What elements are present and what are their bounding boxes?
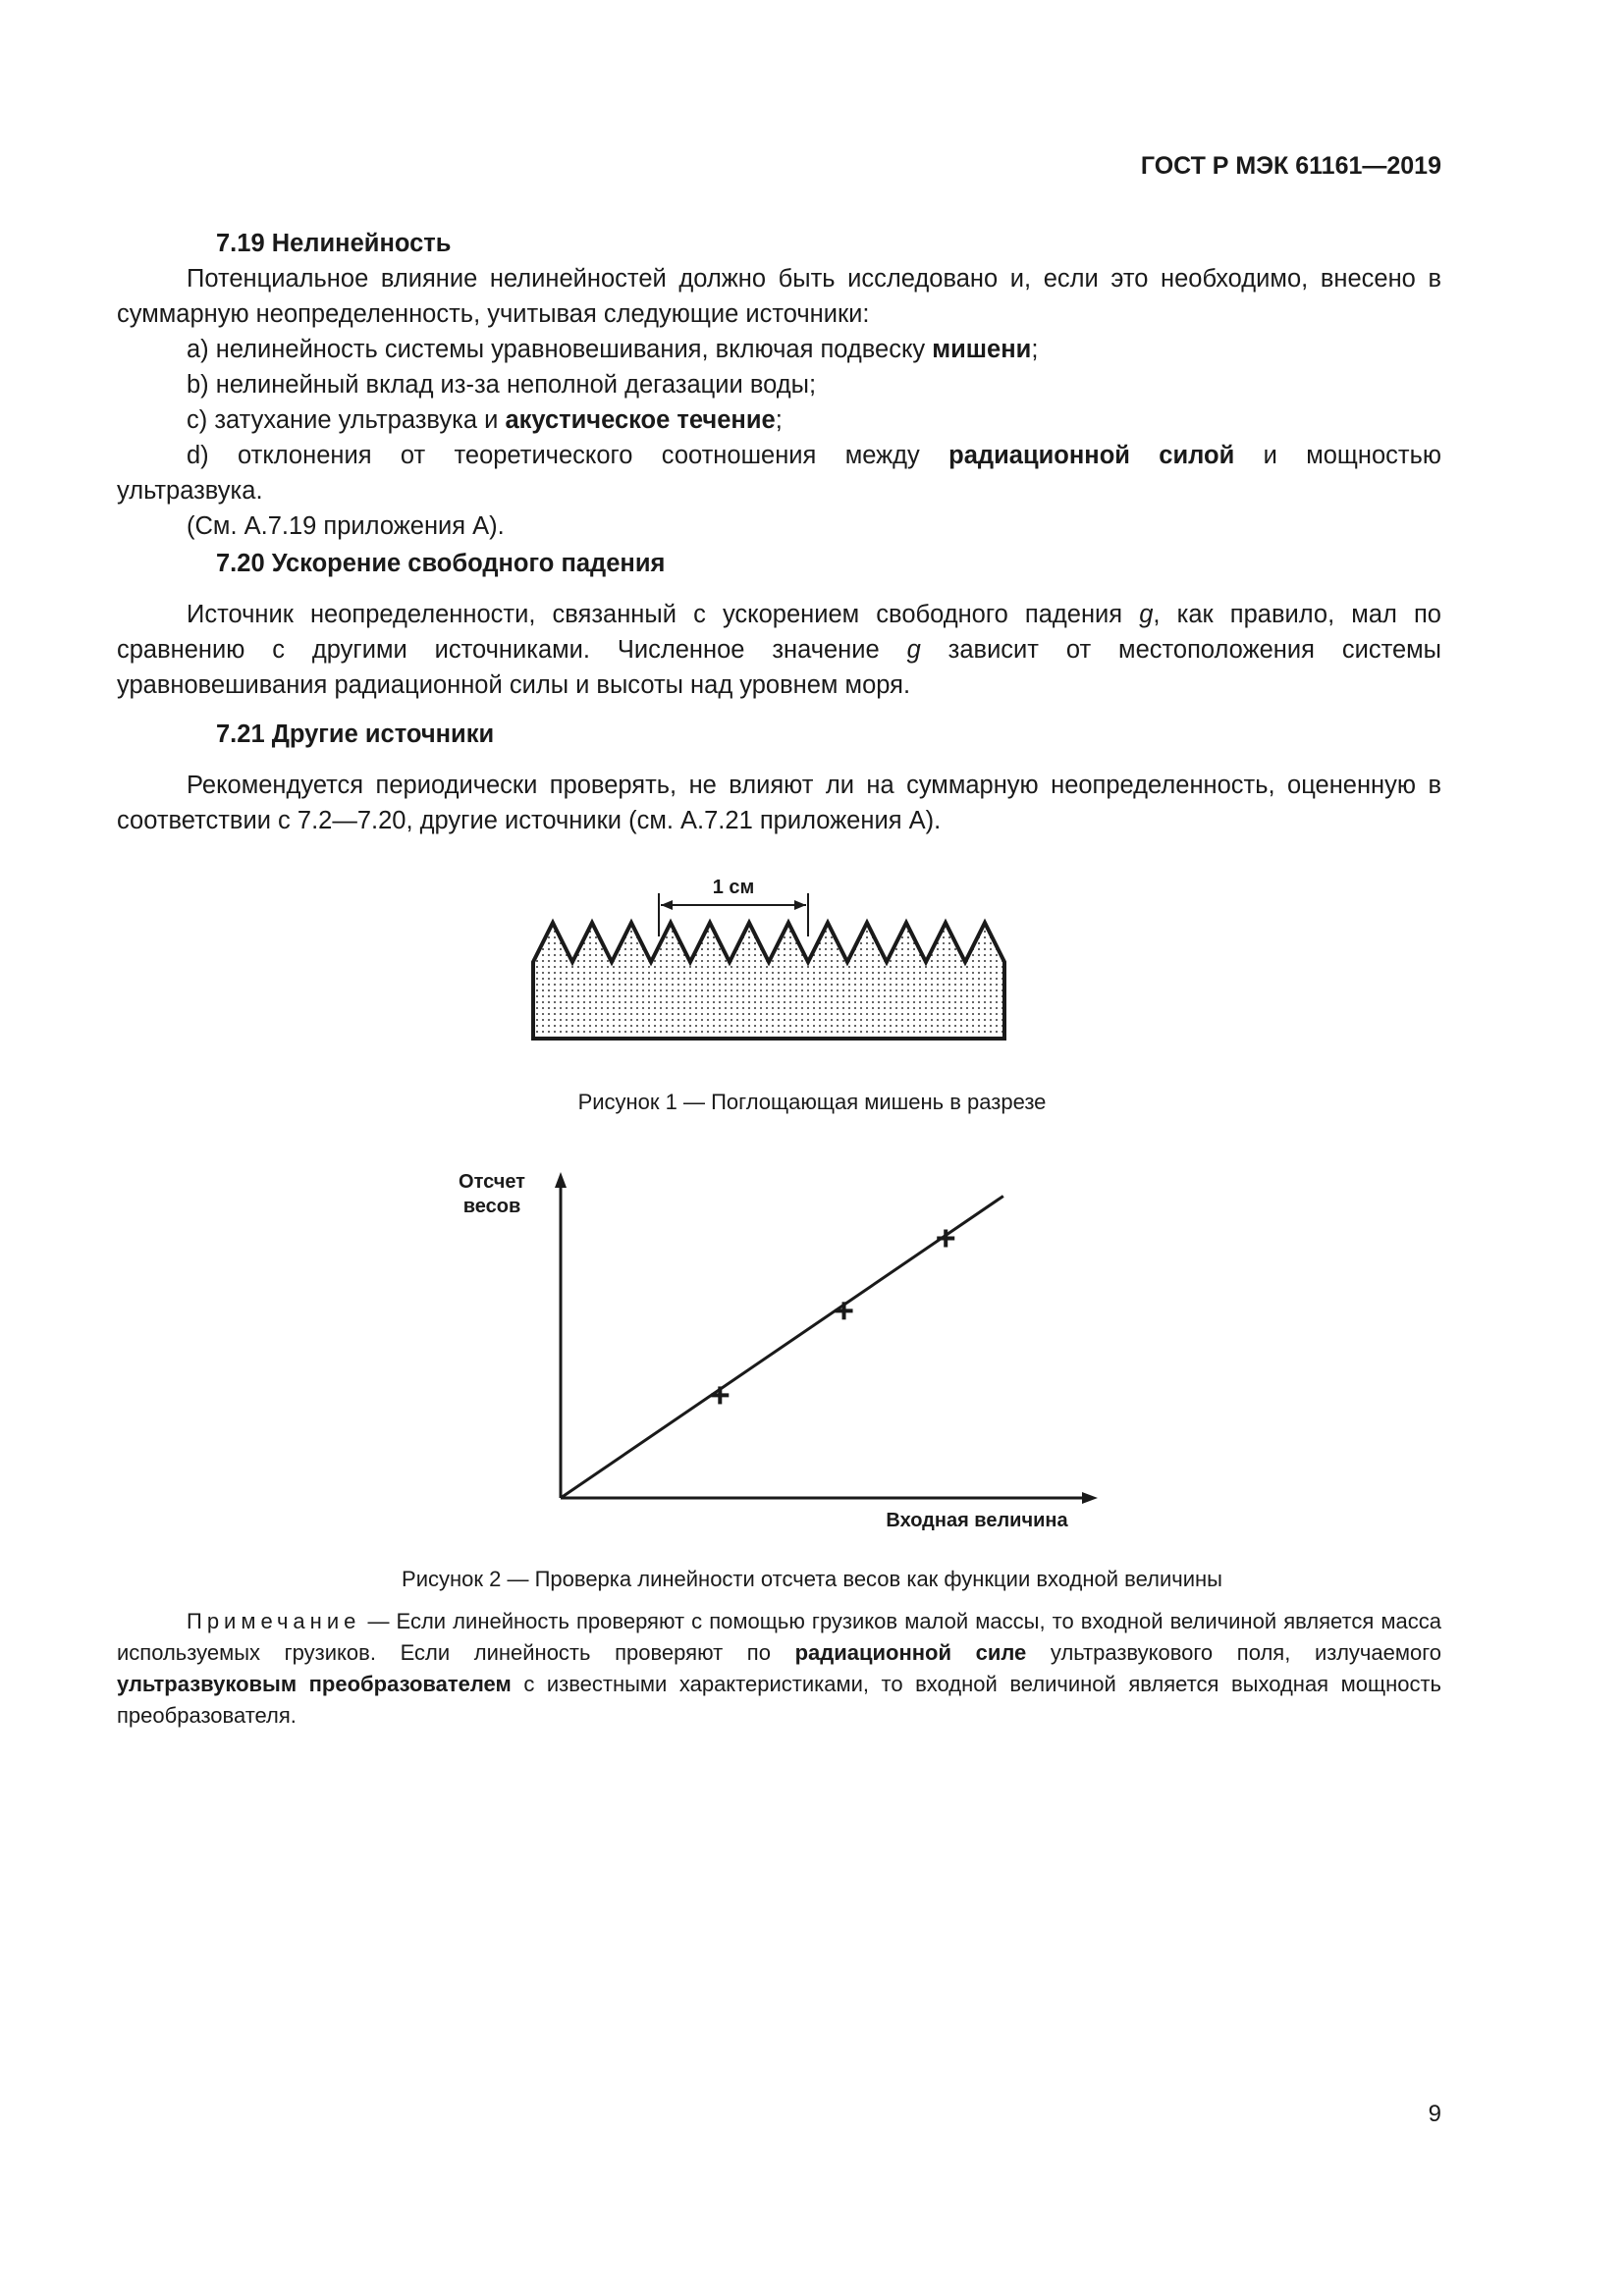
y-axis-label-line2: весов [462,1196,521,1217]
dimension-label: 1 см [712,877,755,898]
page-number: 9 [1428,2101,1441,2127]
y-axis-arrow [555,1172,567,1188]
list-item-d-continuation: ультразвука. [117,477,263,505]
section-heading-7-19: 7.19 Нелинейность [216,230,452,257]
data-point-1 [711,1386,729,1404]
term-target: мишени [932,336,1032,363]
dimension-arrow-right [794,900,806,910]
list-item-d-end: и мощностью [1234,442,1441,469]
note [117,1606,1441,1732]
list-item-a-end: ; [1031,336,1039,363]
term-radiation-force: радиационной силе [794,1640,1027,1665]
note-text-2: ультразвукового поля, излучаемого [1026,1640,1441,1665]
term-acoustic-streaming: акустическое течение [505,406,776,434]
x-axis-label: Входная величина [886,1510,1068,1531]
y-axis-label-line1: Отсчет [459,1171,525,1193]
list-item-d [117,438,1441,473]
list-item-a [117,332,1441,367]
section-7-20-text-2: , как правило, мал по сравнению с другими источниками. Численное значение [117,601,1441,664]
section-heading-7-20: 7.20 Ускорение свободного падения [216,550,666,577]
symbol-g: g [906,636,921,664]
term-radiation-force: радиационной силой [948,442,1235,469]
section-7-21 [117,717,1441,838]
x-axis-arrow [1082,1492,1098,1504]
list-item-b: b) нелинейный вклад из-за неполной дегазации воды; [187,371,817,399]
note-text-1: — Если линейность проверяют с помощью грузиков малой массы, то входной величиной является масса используемых грузиков. Если линейность проверяют по [117,1609,1441,1665]
section-7-20-text-3: зависит от местоположения системы уравновешивания радиационной силы и высоты над уровнем моря. [117,636,1441,699]
section-7-20-text-1: Источник неопределенности, связанный с ускорением свободного падения [187,601,1140,628]
target-cross-section [533,923,1004,1039]
section-7-21-paragraph: Рекомендуется периодически проверять, не влияют ли на суммарную неопределенность, оцененную в соответствии с 7.2—7.20, другие источники (см. А.7.21 приложения А). [117,772,1441,834]
section-7-19-reference: (См. А.7.19 приложения А). [187,512,505,540]
document-standard-number: ГОСТ Р МЭК 61161—2019 [1140,152,1441,180]
list-item-a-text: a) нелинейность системы уравновешивания, включая подвеску [187,336,933,363]
figure-2-chart [442,1158,1110,1531]
note-label: Примечание [187,1609,361,1633]
figure-1-caption: Рисунок 1 — Поглощающая мишень в разрезе [577,1090,1047,1114]
section-7-19 [117,226,1441,544]
symbol-g: g [1139,601,1154,628]
list-item-c [117,402,1441,438]
fit-line [561,1196,1003,1498]
note-text-3: с известными характеристиками, то входной величиной является выходная мощность преобразователя. [117,1672,1441,1728]
section-heading-7-21: 7.21 Другие источники [216,721,495,748]
section-7-20-paragraph [117,597,1441,703]
list-item-d-text: d) отклонения от теоретического соотношения между [187,442,949,469]
dimension-arrow-left [661,900,673,910]
figure-2-caption: Рисунок 2 — Проверка линейности отсчета весов как функции входной величины [402,1567,1222,1591]
data-point-2 [836,1302,853,1319]
term-ultrasonic-transducer: ультразвуковым преобразователем [117,1672,512,1696]
section-7-19-intro: Потенциальное влияние нелинейностей должно быть исследовано и, если это необходимо, внесено в суммарную неопределенность, учитывая следующие источники: [117,265,1441,328]
list-item-c-text: c) затухание ультразвука и [187,406,506,434]
list-item-c-end: ; [775,406,783,434]
section-7-20 [117,546,1441,703]
figure-1-absorbing-target [511,864,1041,1050]
